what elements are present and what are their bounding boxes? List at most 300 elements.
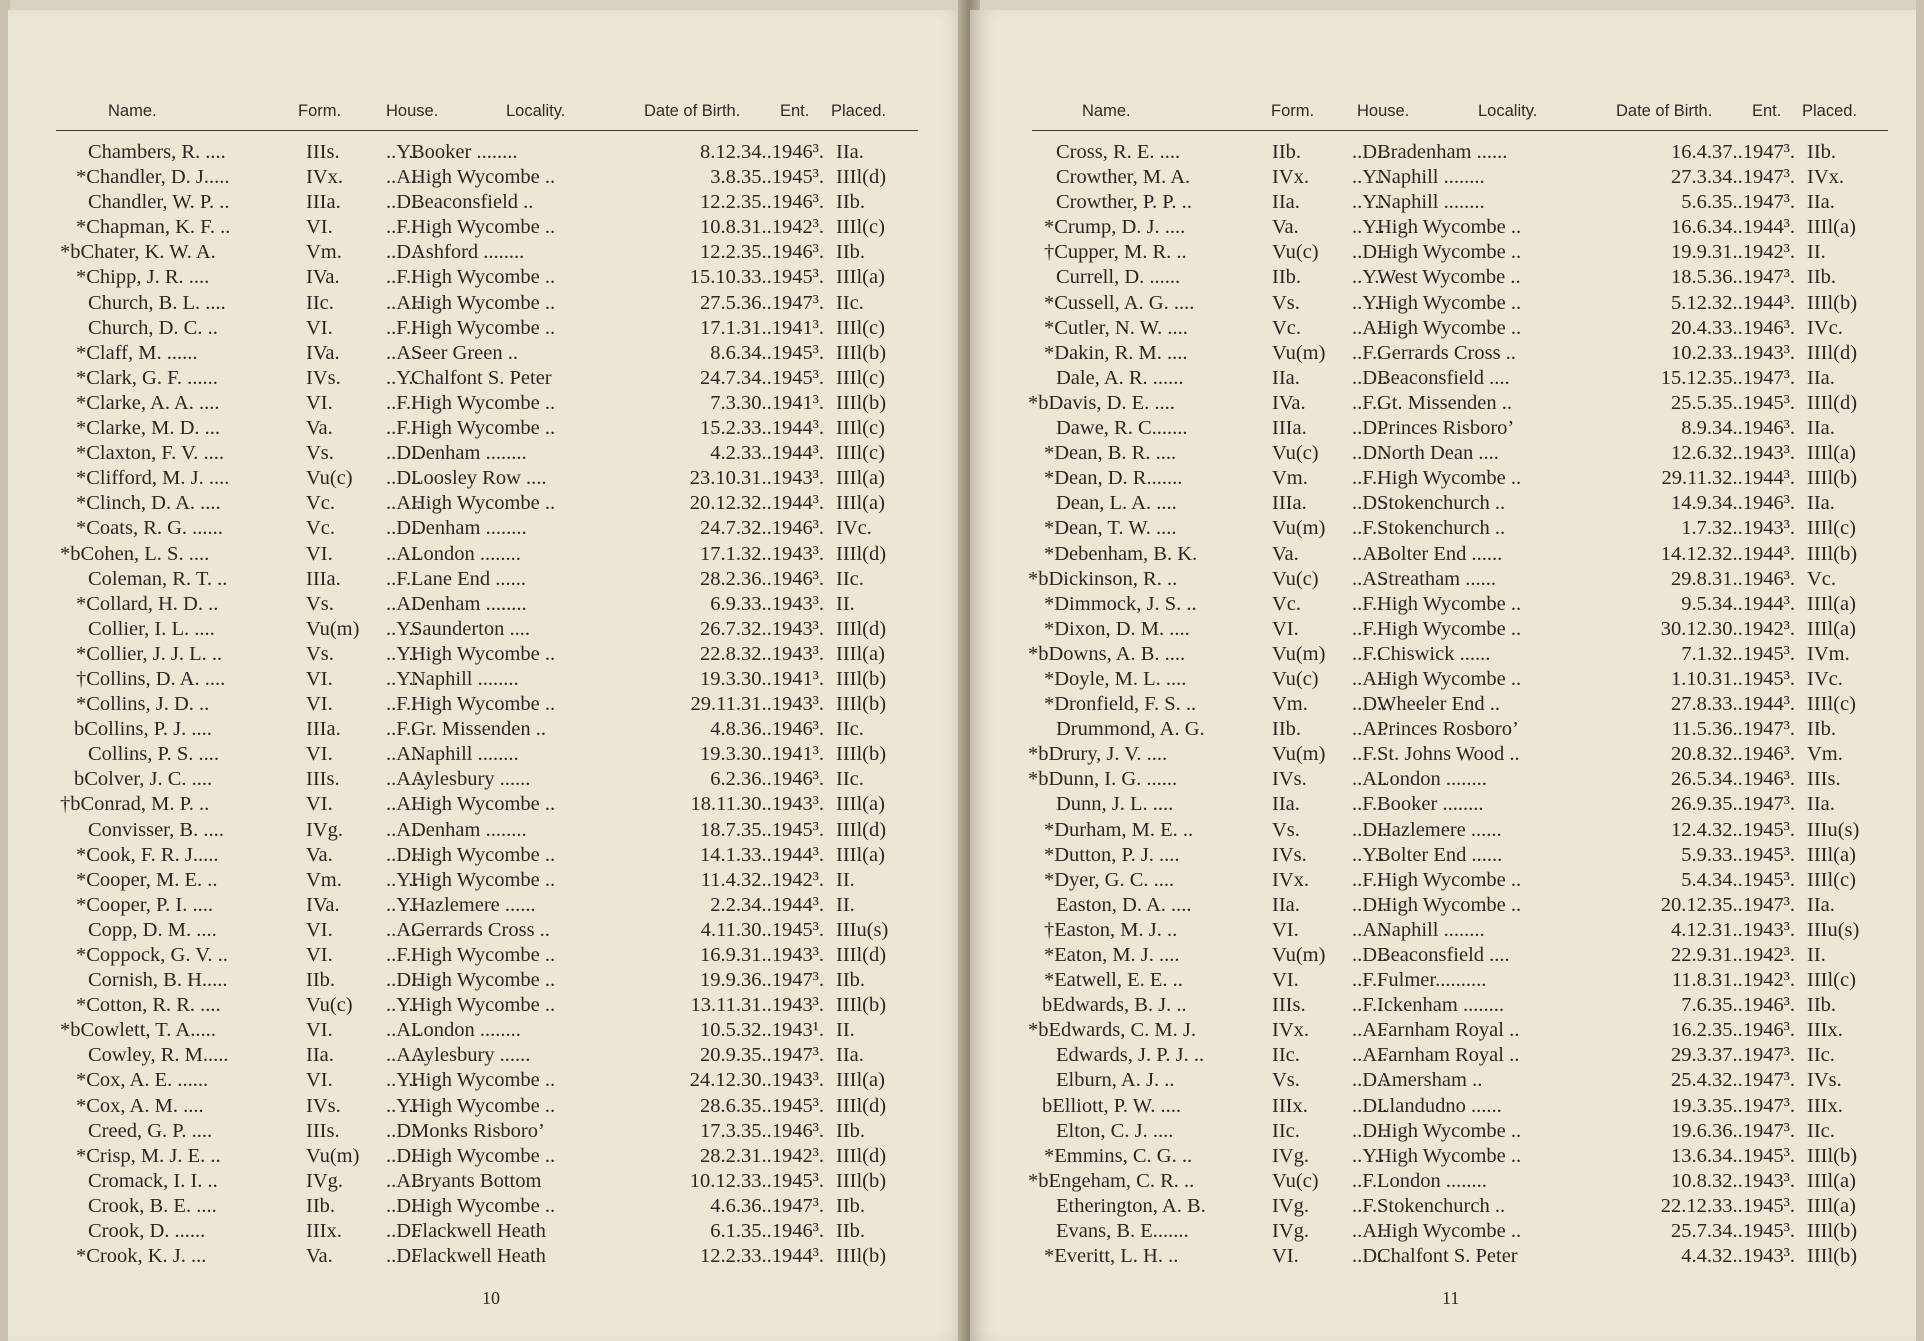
page-number-right: 11: [1442, 1288, 1460, 1308]
student-dob-entry: 8.6.34..1945³.: [710, 341, 824, 364]
left-header: [8, 102, 948, 130]
student-house: ..D..: [386, 1220, 422, 1243]
table-row: [56, 1018, 936, 1043]
student-house: ..D..: [386, 191, 422, 214]
student-form: IVs.: [1272, 843, 1307, 866]
student-locality: High Wycombe ..: [411, 793, 556, 816]
header-form: Form.: [298, 102, 342, 120]
student-name: Dale, A. R. ......: [1056, 366, 1184, 389]
student-form: VI.: [306, 667, 333, 690]
student-placed: IIIs.: [1807, 768, 1841, 791]
table-row: [1028, 717, 1908, 742]
student-locality: North Dean ....: [1377, 442, 1499, 465]
student-form: IIb.: [306, 1194, 336, 1217]
student-house: ..F..: [1352, 341, 1383, 364]
student-house: ..F..: [386, 391, 417, 414]
student-name: Edwards, J. P. J. ..: [1056, 1044, 1205, 1067]
student-house: ..F..: [1352, 743, 1383, 766]
student-name: Dawe, R. C.......: [1056, 417, 1188, 440]
student-dob-entry: 24.7.32..1946³.: [699, 517, 824, 540]
student-form: IIIx.: [1272, 1094, 1308, 1117]
student-locality: Chalfont S. Peter: [1377, 1245, 1518, 1268]
table-row: [1028, 868, 1908, 893]
table-row: [1028, 1018, 1908, 1043]
table-row: [1028, 140, 1908, 165]
student-house: ..D..: [1352, 417, 1388, 440]
student-locality: Farnham Royal ..: [1377, 1019, 1520, 1042]
student-placed: IIIu(s): [1807, 818, 1860, 841]
student-name: bElliott, P. W. ....: [1042, 1094, 1181, 1117]
student-house: ..Y..: [1352, 266, 1385, 289]
student-placed: IIIl(a): [1807, 592, 1856, 615]
table-row: [1028, 943, 1908, 968]
student-form: IIIa.: [306, 718, 341, 741]
table-row: [56, 466, 936, 491]
student-name: *Dean, T. W. ....: [1044, 517, 1177, 540]
student-name: *Chipp, J. R. ....: [76, 266, 210, 289]
student-form: VI.: [306, 918, 333, 941]
student-placed: IIIl(d): [1807, 341, 1858, 364]
student-name: *Clark, G. F. ......: [76, 366, 218, 389]
student-locality: Streatham ......: [1377, 567, 1496, 590]
header-placed: Placed.: [1802, 102, 1858, 120]
student-dob-entry: 26.9.35..1947³.: [1670, 793, 1795, 816]
table-row: [56, 642, 936, 667]
student-house: ..Y..: [386, 994, 419, 1017]
student-dob-entry: 29.11.31..1943³.: [690, 693, 824, 716]
header-placed: Placed.: [831, 102, 887, 120]
student-form: VI.: [306, 793, 333, 816]
table-row: [1028, 993, 1908, 1018]
student-locality: High Wycombe ..: [1377, 617, 1522, 640]
student-house: ..D..: [386, 1119, 422, 1142]
student-dob-entry: 12.4.32..1945³.: [1670, 818, 1795, 841]
student-house: ..A..: [1352, 1220, 1388, 1243]
student-locality: Flackwell Heath: [411, 1245, 546, 1268]
table-row: [56, 843, 936, 868]
table-row: [56, 1043, 936, 1068]
table-row: [56, 893, 936, 918]
student-name: *Doyle, M. L. ....: [1044, 667, 1187, 690]
student-house: ..A..: [386, 592, 422, 615]
student-placed: II.: [836, 1019, 855, 1042]
student-dob-entry: 16.9.31..1943³.: [699, 944, 824, 966]
student-house: ..D..: [1352, 818, 1388, 841]
student-dob-entry: 23.10.31..1943³.: [689, 467, 824, 490]
student-locality: High Wycombe ..: [1377, 216, 1522, 239]
student-placed: IIIl(b): [836, 667, 887, 690]
student-form: IVa.: [306, 893, 340, 916]
table-row: [56, 943, 936, 968]
table-row: [1028, 1169, 1908, 1194]
student-dob-entry: 19.3.30..1941³.: [699, 667, 824, 690]
student-name: *bDrury, J. V. ....: [1028, 743, 1168, 766]
student-locality: Denham ........: [411, 442, 527, 465]
student-name: *Eatwell, E. E. ..: [1044, 969, 1183, 992]
student-dob-entry: 12.2.33..1944³.: [699, 1245, 824, 1268]
student-placed: IIIl(b): [836, 341, 887, 364]
table-row: [1028, 792, 1908, 817]
student-locality: Bolter End ......: [1377, 542, 1503, 565]
table-row: [56, 1119, 936, 1144]
header-house: House.: [1357, 102, 1410, 120]
student-dob-entry: 22.9.31..1942³.: [1670, 944, 1795, 966]
student-locality: Naphill ........: [1377, 191, 1485, 214]
student-name: *Dutton, P. J. ....: [1044, 843, 1180, 866]
student-form: IIa.: [306, 1044, 334, 1067]
student-placed: IIIl(c): [836, 316, 885, 339]
student-form: IIIx.: [306, 1220, 342, 1243]
table-row: [1028, 918, 1908, 943]
student-house: ..D..: [386, 843, 422, 866]
student-house: ..Y..: [1352, 1144, 1385, 1167]
student-house: ..Y..: [1352, 166, 1385, 189]
student-house: ..A..: [1352, 918, 1388, 941]
student-placed: IIIl(c): [836, 366, 885, 389]
table-row: [1028, 893, 1908, 918]
student-form: VI.: [1272, 969, 1299, 992]
student-locality: Gt. Missenden ..: [1377, 391, 1512, 414]
student-form: VI.: [306, 743, 333, 766]
student-locality: St. Johns Wood ..: [1377, 743, 1520, 766]
student-locality: High Wycombe ..: [1377, 1144, 1522, 1167]
student-locality: Denham ........: [411, 517, 527, 540]
table-row: [56, 441, 936, 466]
student-placed: IIIl(d): [836, 542, 887, 565]
header-dob: Date of Birth.: [1616, 102, 1713, 120]
student-placed: IIIl(c): [1807, 693, 1856, 716]
student-form: IVx.: [1272, 166, 1310, 189]
student-placed: IIIl(b): [1807, 542, 1858, 565]
student-dob-entry: 15.2.33..1944³.: [699, 417, 824, 440]
table-row: [1028, 491, 1908, 516]
student-dob-entry: 11.8.31..1942³.: [1671, 969, 1795, 992]
student-dob-entry: 25.4.32..1947³.: [1670, 1069, 1795, 1092]
student-placed: IIIl(b): [1807, 1144, 1858, 1167]
student-form: Vu(m): [1272, 743, 1326, 766]
student-dob-entry: 14.9.34..1946³.: [1670, 492, 1795, 515]
student-dob-entry: 10.8.32..1943³.: [1670, 1169, 1795, 1192]
table-row: [1028, 567, 1908, 592]
student-name: *Cox, A. E. ......: [76, 1069, 209, 1092]
student-locality: Loosley Row ....: [411, 467, 547, 490]
student-locality: Amersham ..: [1377, 1069, 1483, 1092]
student-house: ..A..: [386, 166, 422, 189]
student-locality: High Wycombe ..: [1377, 241, 1522, 264]
table-row: [1028, 1144, 1908, 1169]
student-form: IIb.: [1272, 266, 1302, 289]
right-register-list: [1028, 140, 1908, 1269]
table-row: [56, 742, 936, 767]
student-house: ..D..: [1352, 366, 1388, 389]
student-name: Crowther, M. A.: [1056, 166, 1191, 189]
student-dob-entry: 28.6.35..1945³.: [699, 1094, 824, 1117]
student-house: ..D..: [386, 467, 422, 490]
student-placed: IIIl(c): [836, 417, 885, 440]
student-placed: IIIl(a): [1807, 1169, 1856, 1192]
student-house: ..Y..: [386, 1094, 419, 1117]
student-placed: IIIl(c): [1807, 517, 1856, 540]
student-locality: Booker ........: [411, 141, 518, 163]
student-dob-entry: 29.8.31..1946³.: [1670, 567, 1795, 590]
student-locality: High Wycombe ..: [1377, 1220, 1522, 1243]
student-placed: IIIl(a): [836, 1069, 885, 1092]
student-house: ..A..: [1352, 567, 1388, 590]
student-dob-entry: 18.7.35..1945³.: [699, 818, 824, 841]
student-form: Vc.: [306, 517, 336, 540]
header-ent: Ent.: [780, 102, 810, 120]
table-row: [56, 215, 936, 240]
student-house: ..F..: [1352, 1194, 1383, 1217]
student-placed: IIIl(a): [1807, 617, 1856, 640]
student-dob-entry: 26.5.34..1946³.: [1670, 768, 1795, 791]
student-locality: Lane End ......: [411, 567, 526, 590]
table-row: [1028, 1068, 1908, 1093]
student-placed: II.: [1807, 241, 1826, 264]
student-locality: Llandudno ......: [1377, 1094, 1502, 1117]
header-ent: Ent.: [1752, 102, 1782, 120]
table-row: [56, 918, 936, 943]
student-form: Vu(c): [1272, 567, 1319, 590]
student-name: *Collard, H. D. ..: [76, 592, 219, 615]
student-placed: Vm.: [1807, 743, 1843, 766]
student-house: ..A..: [386, 918, 422, 941]
student-form: Vs.: [306, 442, 334, 465]
student-placed: IIb.: [1807, 141, 1837, 163]
student-name: *Cox, A. M. ....: [76, 1094, 204, 1117]
student-locality: London ........: [1377, 1169, 1487, 1192]
student-form: IIIs.: [1272, 994, 1306, 1017]
student-placed: IIIl(b): [1807, 467, 1858, 490]
student-house: ..F..: [1352, 868, 1383, 891]
student-placed: IIc.: [1807, 1044, 1835, 1067]
student-house: ..F..: [1352, 994, 1383, 1017]
student-locality: Naphill ........: [411, 743, 519, 766]
student-form: Va.: [306, 1245, 333, 1268]
student-house: ..A..: [386, 768, 422, 791]
student-locality: High Wycombe ..: [411, 1094, 556, 1117]
table-row: [1028, 767, 1908, 792]
student-form: Vu(c): [306, 467, 353, 490]
student-placed: IVx.: [1807, 166, 1845, 189]
student-name: *Eaton, M. J. ....: [1044, 944, 1180, 966]
student-house: ..F..: [386, 417, 417, 440]
student-placed: IIIl(d): [836, 1094, 887, 1117]
student-placed: IIc.: [836, 567, 864, 590]
student-placed: IIa.: [1807, 893, 1835, 916]
student-house: ..D..: [386, 241, 422, 264]
student-placed: IIb.: [836, 969, 866, 992]
student-dob-entry: 19.9.36..1947³.: [699, 969, 824, 992]
student-name: Evans, B. E.......: [1056, 1220, 1189, 1243]
student-name: Copp, D. M. ....: [88, 918, 217, 941]
student-house: ..D..: [1352, 141, 1388, 163]
student-form: VI.: [306, 216, 333, 239]
student-form: Vu(c): [1272, 241, 1319, 264]
student-form: IVa.: [306, 266, 340, 289]
table-row: [1028, 1244, 1908, 1269]
student-locality: Stokenchurch ..: [1377, 492, 1506, 515]
student-locality: Aylesbury ......: [411, 768, 531, 791]
student-locality: Bradenham ......: [1377, 141, 1508, 163]
student-placed: IIa.: [1807, 793, 1835, 816]
table-row: [56, 968, 936, 993]
student-placed: IIa.: [1807, 492, 1835, 515]
student-form: IVa.: [1272, 391, 1306, 414]
student-name: Creed, G. P. ....: [88, 1119, 213, 1142]
student-locality: High Wycombe ..: [411, 316, 556, 339]
student-form: Vs.: [1272, 291, 1300, 314]
student-form: VI.: [306, 391, 333, 414]
student-locality: Hazlemere ......: [411, 893, 536, 916]
student-dob-entry: 12.2.35..1946³.: [699, 191, 824, 214]
student-form: Vs.: [306, 642, 334, 665]
student-form: Vu(c): [1272, 1169, 1319, 1192]
student-name: Currell, D. ......: [1056, 266, 1181, 289]
student-placed: II.: [836, 868, 855, 891]
student-dob-entry: 19.3.35..1947³.: [1670, 1094, 1795, 1117]
student-placed: IIIl(a): [1807, 442, 1856, 465]
student-dob-entry: 4.4.32..1943³.: [1681, 1245, 1795, 1268]
student-form: IVx.: [1272, 1019, 1310, 1042]
student-dob-entry: 19.9.31..1942³.: [1670, 241, 1795, 264]
student-name: *Debenham, B. K.: [1044, 542, 1198, 565]
header-locality: Locality.: [1478, 102, 1538, 120]
student-house: ..Y..: [1352, 843, 1385, 866]
student-dob-entry: 5.4.34..1945³.: [1681, 868, 1795, 891]
student-house: ..D..: [1352, 1119, 1388, 1142]
student-form: IVg.: [1272, 1220, 1310, 1243]
student-placed: IIIl(a): [836, 492, 885, 515]
student-dob-entry: 29.11.32..1944³.: [1661, 467, 1795, 490]
student-placed: IVc.: [1807, 316, 1843, 339]
student-name: *bEdwards, C. M. J.: [1028, 1019, 1196, 1042]
table-row: [1028, 1194, 1908, 1219]
table-row: [1028, 642, 1908, 667]
student-dob-entry: 28.2.31..1942³.: [699, 1144, 824, 1167]
student-placed: IIIl(a): [836, 843, 885, 866]
table-row: [1028, 968, 1908, 993]
student-dob-entry: 10.12.33..1945³.: [689, 1169, 824, 1192]
student-locality: Aylesbury ......: [411, 1044, 531, 1067]
table-row: [56, 316, 936, 341]
student-house: ..Y..: [1352, 191, 1385, 214]
table-row: [56, 667, 936, 692]
table-row: [1028, 190, 1908, 215]
student-dob-entry: 25.5.35..1945³.: [1670, 391, 1795, 414]
student-placed: II.: [836, 893, 855, 916]
student-dob-entry: 9.5.34..1944³.: [1681, 592, 1795, 615]
student-form: Va.: [1272, 216, 1299, 239]
table-row: [1028, 667, 1908, 692]
student-locality: Ashford ........: [411, 241, 525, 264]
student-form: IVx.: [306, 166, 344, 189]
student-dob-entry: 16.6.34..1944³.: [1670, 216, 1795, 239]
student-house: ..F..: [1352, 617, 1383, 640]
student-form: IIa.: [1272, 793, 1300, 816]
student-dob-entry: 4.6.36..1947³.: [710, 1194, 824, 1217]
table-row: [1028, 843, 1908, 868]
student-locality: High Wycombe ..: [411, 291, 556, 314]
student-form: IIIa.: [1272, 492, 1307, 515]
student-locality: Naphill ........: [411, 667, 519, 690]
student-form: VI.: [1272, 617, 1299, 640]
table-row: [1028, 316, 1908, 341]
student-house: ..D..: [386, 1194, 422, 1217]
student-form: Vu(m): [1272, 341, 1326, 364]
student-house: ..D..: [386, 442, 422, 465]
student-locality: High Wycombe ..: [1377, 868, 1522, 891]
table-row: [56, 567, 936, 592]
student-form: IIIa.: [306, 191, 341, 214]
student-locality: Saunderton ....: [411, 617, 530, 640]
student-dob-entry: 17.1.32..1943³.: [699, 542, 824, 565]
left-page: [8, 10, 968, 1341]
student-placed: IIb.: [836, 1220, 866, 1243]
student-dob-entry: 20.8.32..1946³.: [1670, 743, 1795, 766]
student-dob-entry: 7.3.30..1941³.: [710, 391, 824, 414]
student-name: Cross, R. E. ....: [1056, 141, 1181, 163]
student-placed: IIIl(b): [836, 1245, 887, 1268]
student-dob-entry: 5.12.32..1944³.: [1670, 291, 1795, 314]
student-name: *bDunn, I. G. ......: [1028, 768, 1178, 791]
student-locality: High Wycombe ..: [1377, 316, 1522, 339]
student-name: *Claff, M. ......: [76, 341, 198, 364]
student-form: Va.: [306, 843, 333, 866]
student-locality: High Wycombe ..: [1377, 1119, 1522, 1142]
student-placed: IIIl(b): [1807, 1245, 1858, 1268]
student-house: ..D..: [1352, 944, 1388, 966]
student-placed: IIIl(d): [836, 166, 887, 189]
table-row: [1028, 1043, 1908, 1068]
student-house: ..A..: [1352, 1019, 1388, 1042]
table-row: [1028, 542, 1908, 567]
header-form: Form.: [1271, 102, 1315, 120]
student-name: *Dean, B. R. ....: [1044, 442, 1177, 465]
table-row: [1028, 366, 1908, 391]
student-placed: IIb.: [1807, 994, 1837, 1017]
student-name: bEdwards, B. J. ..: [1042, 994, 1187, 1017]
student-name: bCollins, P. J. ....: [74, 718, 212, 741]
student-dob-entry: 4.12.31..1943³.: [1670, 918, 1795, 941]
student-house: ..F..: [1352, 391, 1383, 414]
student-dob-entry: 25.7.34..1945³.: [1670, 1220, 1795, 1243]
student-dob-entry: 29.3.37..1947³.: [1670, 1044, 1795, 1067]
student-dob-entry: 22.8.32..1943³.: [699, 642, 824, 665]
student-dob-entry: 5.9.33..1945³.: [1681, 843, 1795, 866]
student-locality: Seer Green ..: [411, 341, 519, 364]
student-house: ..A..: [1352, 667, 1388, 690]
student-placed: IIIl(b): [836, 743, 887, 766]
student-dob-entry: 5.6.35..1947³.: [1681, 191, 1795, 214]
student-placed: IIIl(c): [836, 442, 885, 465]
student-house: ..F..: [1352, 793, 1383, 816]
student-placed: IIb.: [836, 241, 866, 264]
student-locality: Denham ........: [411, 818, 527, 841]
student-placed: IIIu(s): [836, 918, 889, 941]
student-dob-entry: 19.3.30..1941³.: [699, 743, 824, 766]
student-form: Vm.: [306, 241, 342, 264]
student-name: Collier, I. L. ....: [88, 617, 215, 640]
student-form: Vu(m): [1272, 517, 1326, 540]
student-house: ..F..: [1352, 969, 1383, 992]
student-locality: Bolter End ......: [1377, 843, 1503, 866]
student-form: Vu(m): [1272, 944, 1326, 966]
table-row: [1028, 1094, 1908, 1119]
student-dob-entry: 27.3.34..1947³.: [1670, 166, 1795, 189]
student-placed: IVc.: [836, 517, 872, 540]
header-locality: Locality.: [506, 102, 566, 120]
